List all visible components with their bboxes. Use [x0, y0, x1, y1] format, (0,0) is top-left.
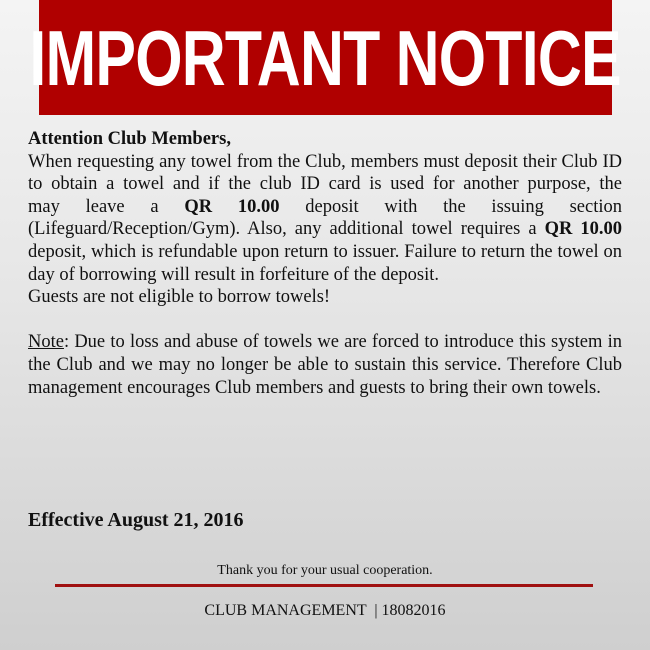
deposit-amount: QR 10.00 — [184, 196, 280, 217]
note-label: Note — [28, 332, 64, 353]
thanks-text: Thank you for your usual cooperation. — [217, 563, 433, 578]
divider — [55, 584, 593, 587]
banner-title: IMPORTANT NOTICE — [29, 13, 622, 102]
note-line — [28, 331, 622, 354]
body-line: to obtain a towel and if the club ID card is used for another purpose, the — [28, 174, 622, 195]
greeting — [28, 128, 622, 151]
signature: CLUB MANAGEMENT | 18082016 — [204, 602, 446, 619]
effective-date: Effective August 21, 2016 — [28, 509, 244, 531]
greeting-text: Attention Club Members, — [28, 129, 231, 149]
text: may leave a — [28, 196, 185, 217]
notice-banner — [29, 0, 622, 115]
body-line — [28, 196, 622, 219]
body-line: When requesting any towel from the Club, members must deposit their Club ID — [28, 151, 622, 172]
text: deposit with the issuing section — [279, 196, 622, 217]
note-line: management encourages Club members and guests to bring their own towels. — [28, 377, 601, 398]
body-line: day of borrowing will result in forfeiture of the deposit. — [28, 264, 440, 285]
text: : Due to loss and abuse of towels we are forced to introduce this system in — [63, 332, 622, 353]
body-line: deposit, which is refundable upon return to issuer. Failure to return the towel on — [28, 241, 622, 262]
body-line: Guests are not eligible to borrow towels! — [28, 287, 331, 308]
notice-body — [28, 128, 622, 399]
note-line: the Club and we may no longer be able to sustain this service. Therefore Club — [28, 354, 622, 375]
body-line — [28, 218, 622, 241]
text: (Lifeguard/Reception/Gym). Also, any additional towel requires a — [28, 219, 545, 240]
deposit-amount: QR 10.00 — [544, 219, 622, 240]
